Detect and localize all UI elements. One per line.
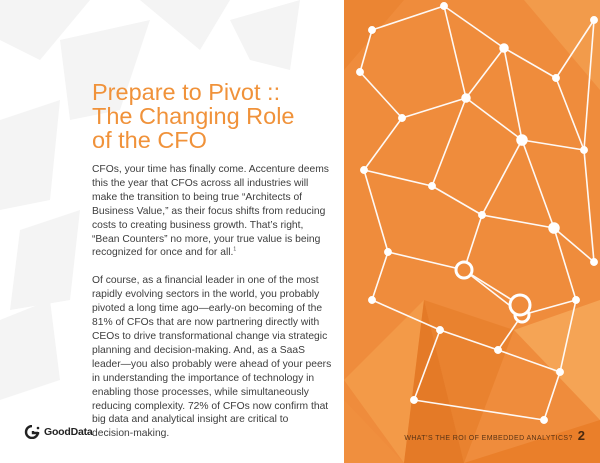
footnote-marker: 1 — [233, 247, 237, 254]
paragraph-1 — [92, 163, 332, 260]
network-node — [456, 262, 472, 278]
gooddata-logo-icon — [24, 425, 40, 439]
body-text — [92, 163, 332, 455]
network-node — [369, 27, 375, 33]
page-title — [92, 80, 332, 152]
gooddata-logo — [24, 425, 93, 439]
page-footer — [404, 428, 585, 443]
network-node — [495, 347, 501, 353]
page-number: 2 — [577, 428, 585, 443]
network-node — [357, 69, 363, 75]
network-node — [385, 249, 391, 255]
network-node — [399, 115, 405, 121]
network-node — [411, 397, 417, 403]
network-node — [441, 3, 447, 9]
network-node — [541, 417, 547, 423]
paragraph-1-text: CFOs, your time has finally come. Accenture deems this the year that CFOs across all industries will make the transition to being true “Architects of Business Value,” as their focus shifts from reducing costs to creating business growth. That’s right, “Bean Counters” no more, your true value is being recognized for once and for all. — [92, 164, 329, 259]
network-node — [500, 44, 508, 52]
network-node — [517, 135, 527, 145]
network-node — [479, 212, 485, 218]
network-node — [462, 94, 470, 102]
network-node — [591, 17, 597, 23]
network-node — [553, 75, 559, 81]
network-node — [369, 297, 375, 303]
network-node — [557, 369, 563, 375]
network-node — [591, 259, 597, 265]
network-artwork — [344, 0, 600, 463]
network-node — [510, 295, 530, 315]
network-node — [361, 167, 367, 173]
paragraph-2: Of course, as a financial leader in one of the most rapidly evolving sectors in the world, you probably pivoted a long time ago—early-on becoming of the 81% of CFOs that are now partnering directly with CEOs to drive transformational change via strategic planning and decision-making. And, as a SaaS leader—you also probably were ahead of your peers in understanding the importance of technology in enabling those processes, while simultaneously reducing complexity. 72% of CFOs now confirm that big data and analytical insight are critical to decision-making. — [92, 275, 332, 440]
title-line-1: Prepare to Pivot :: — [92, 79, 281, 105]
network-node — [437, 327, 443, 333]
network-node — [581, 147, 587, 153]
network-node — [573, 297, 579, 303]
title-line-2: The Changing Role — [92, 103, 295, 129]
logo-text: GoodData — [44, 426, 93, 438]
network-node — [549, 223, 559, 233]
network-node — [429, 183, 435, 189]
title-line-3: of the CFO — [92, 127, 207, 153]
footer-label: WHAT’S THE ROI OF EMBEDDED ANALYTICS? — [404, 435, 573, 442]
